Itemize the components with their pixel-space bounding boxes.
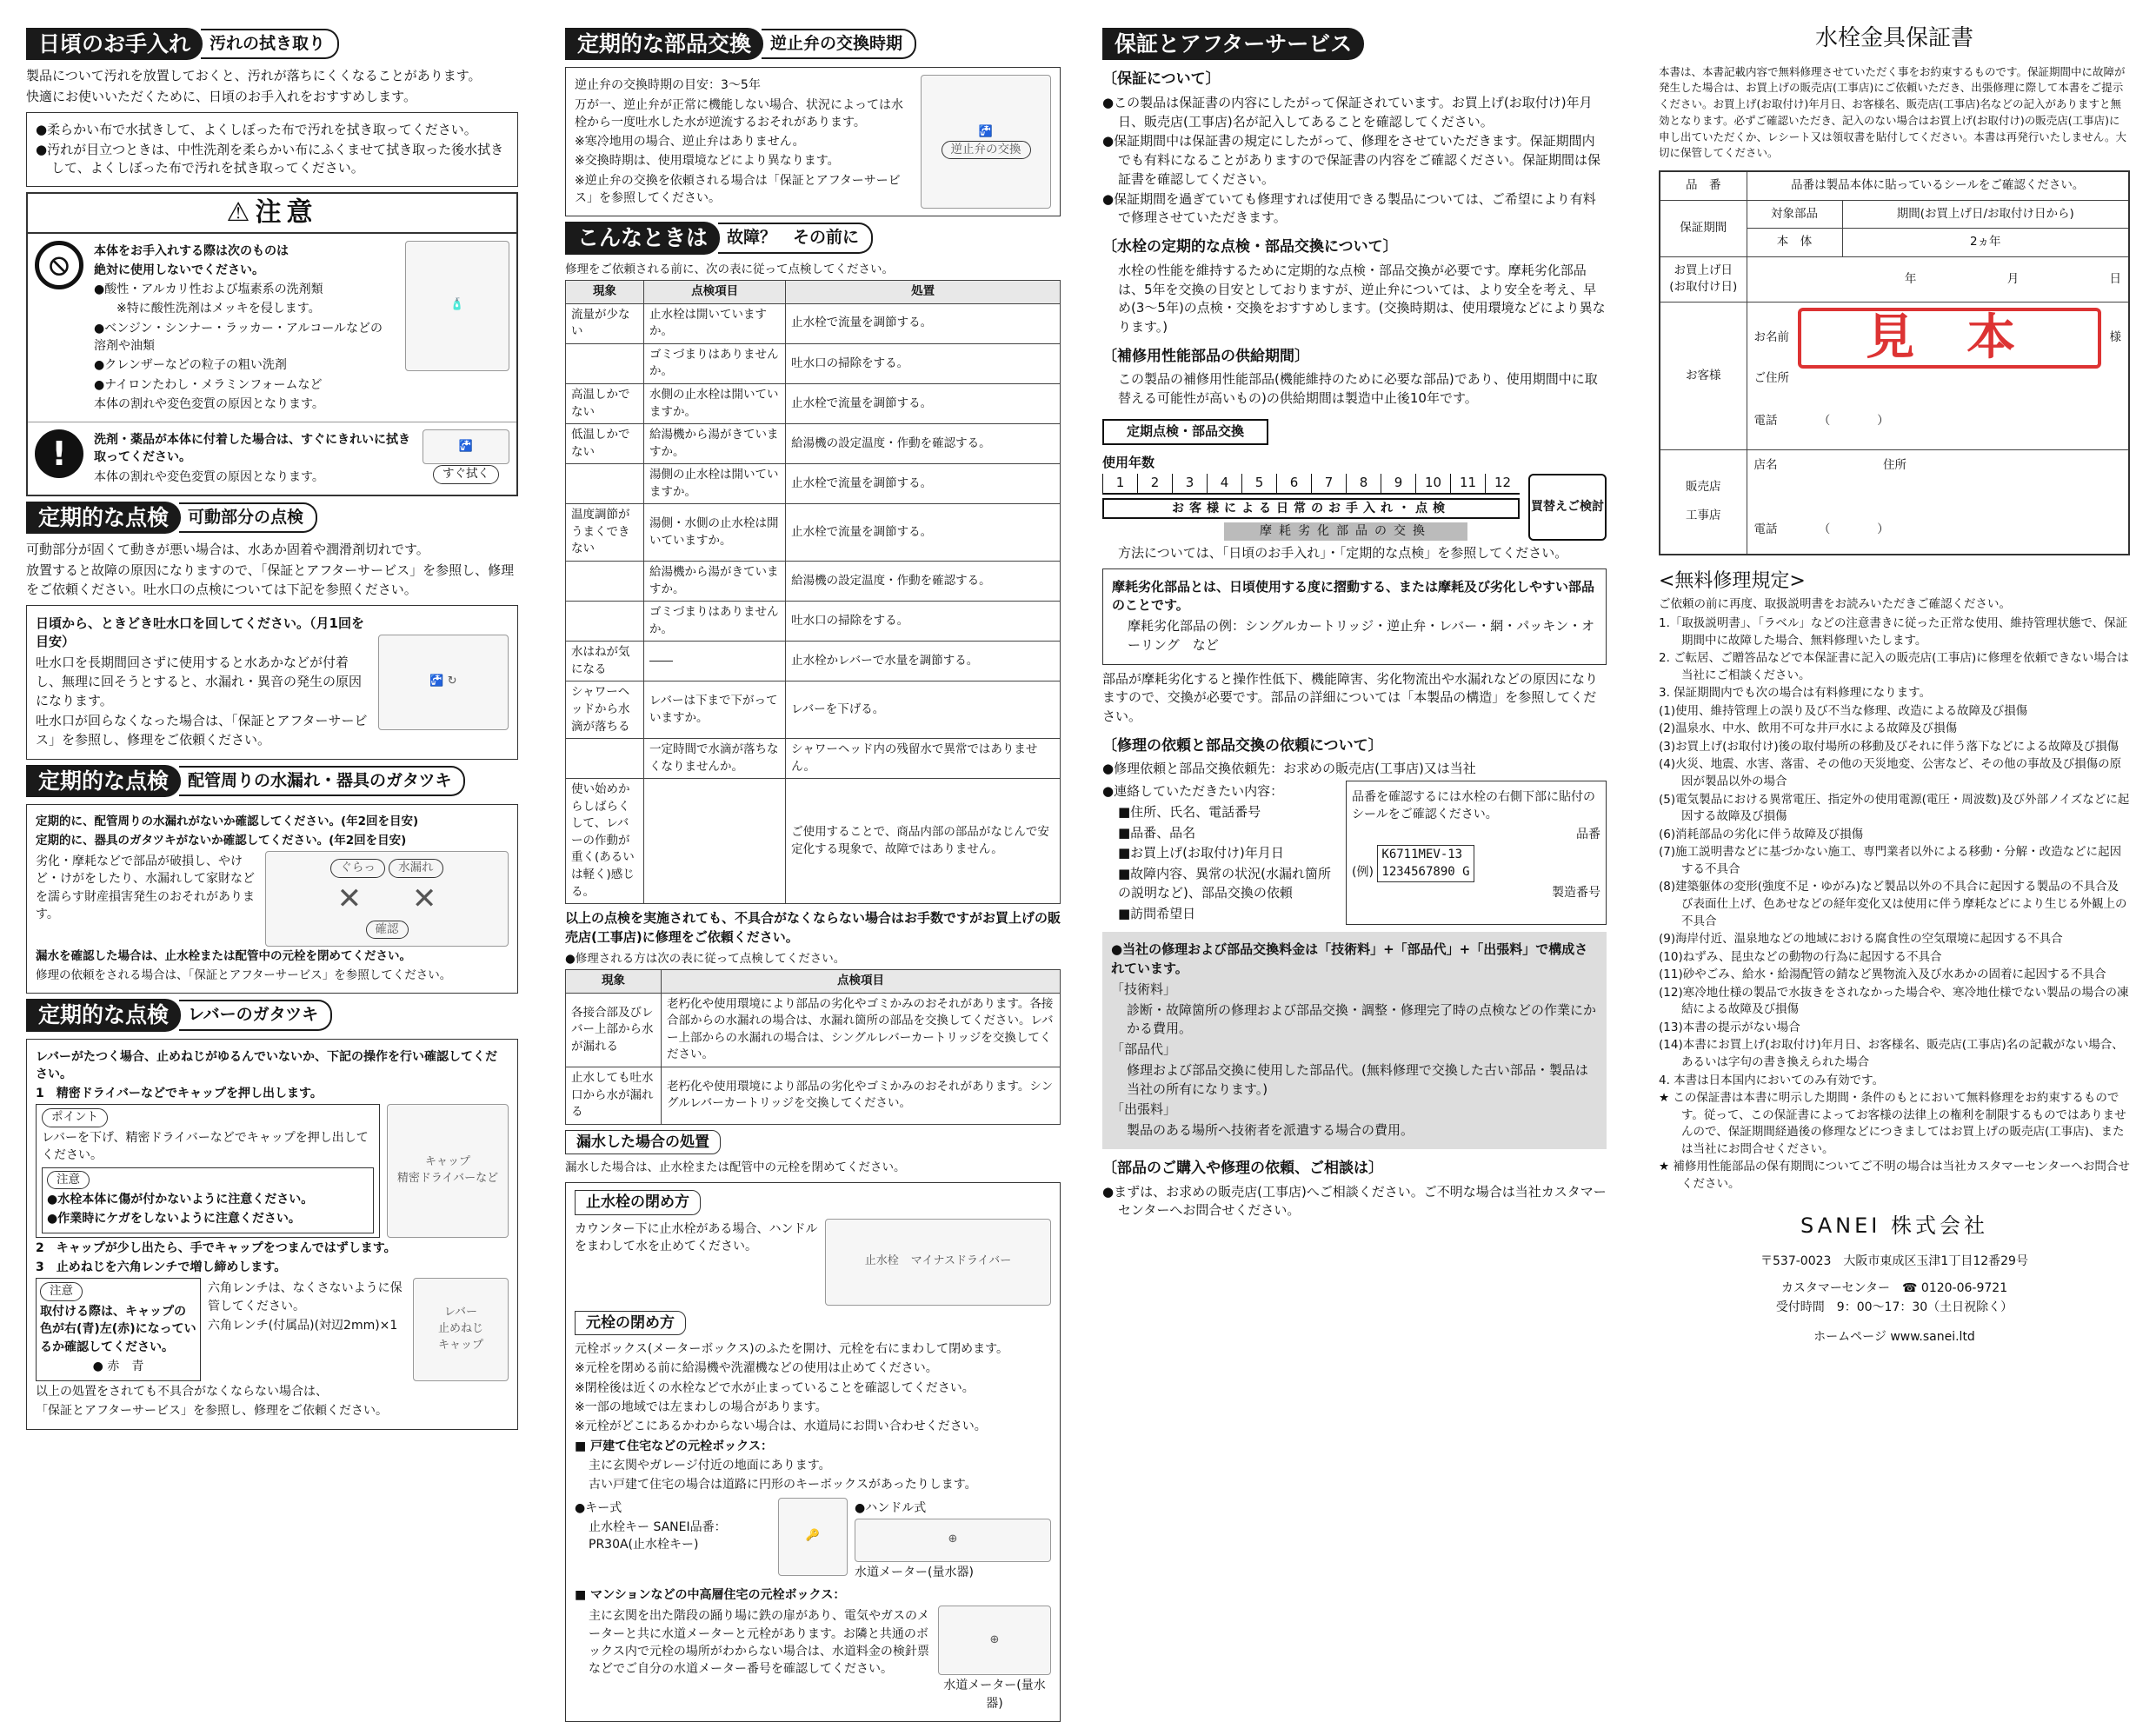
year-tick: 5 (1241, 474, 1276, 493)
check-valve-illustration: 🚰 逆止弁の交換 (921, 75, 1051, 209)
detergent-bottles-illustration: 🧴 (405, 241, 509, 371)
column-warranty-card: 水栓金具保証書 本書は、本書記載内容で無料修理させていただく事をお約束するものです。保証期間中に故障が発生した場合は、お買上げの販売店(工事店)にご依頼いただき、出張修理に際して本書をご提示ください。お買上げ(お取付け)年月日、お客様名、販売店(工事店)名などの記入がありますと無効となります。必ずご確認いただき、記入のない場合はお買上げ(お取付け)の販売店(工事店)に申し出ていただくか、レシート又は領収書を貼付してください。本書は再発行いたしません。大切に保管してください。 品 番 品番は製品本体に貼っているシールをご確認ください。 保証期間 対象部品 期間(お買上げ日/お取付け日から) 本 体 2ヵ年 お買上げ日(お取付け日) 年 月 日 お客様 お名前 見本 様 ご住所 電話 （ ） 販売店 工事店 店名 住所 電話 （ ） <無料修理規定> ご依頼の前に再度、取扱説明書をお読みいただきご確認ください。 1.「取扱説明書」、「ラベル」などの注意書きに従った正常な使用、維持管理状態で、保証期間中に故障した場合、無料修理いたします。 2. ご転居、ご贈答品などで本保証書に記入の販売店(工事店)に修理を依頼できない場合は当社にご相談ください。 3. 保証期間内でも次の場合は有料修理になります。 (1)使用、維持管理上の誤り及び不当な修理、改造による故障及び損傷 (2)温泉水、中水、飲用不可な井戸水による故障及び損傷 (3)お買上げ(お取付け)後の取付場所の移動及びそれに伴う落下などによる故障及び損傷 (4)火災、地震、水害、落雷、その他の天災地変、公害など、その他の事故及び損傷の原因が製品以外の場合 (5)電気製品における異常電圧、指定外の使用電源(電圧・周波数)及び外部ノイズなどに起因する故障及び損傷 (6)消耗部品の劣化に伴う故障及び損傷 (7)施工説明書などに基づかない施工、専門業者以外による移動・分解・改造などに起因する不具合 (8)建築躯体の変形(強度不足・ゆがみ)など製品以外の不具合に起因する製品の不具合及び表面仕上げ、色あせなどの経年変化又は使用に伴う摩耗などにより生じる外観上の不具合 (9)海岸付近、温泉地などの地域における腐食性の空気環境に起因する不具合 (10)ねずみ、昆虫などの動物の行為に起因する不具合 (11)砂やごみ、給水・給湯配管の錆など異物流入及び水あかの固着に起因する不具合 (12)寒冷地仕様の製品で水抜きをされなかった場合や、寒冷地仕様でない製品の場合の凍結による故障及び損傷 (13)本書の提示がない場合 (14)本書にお買上げ(お取付け)年月日、お客様名、販売店(工事店)名の記載がない場合、あるいは字句の書き換えられた場合 4. 本書は日本国内においてのみ有効です。 ★ この保証書は本書に明示した期間・条件のもとにおいて無料修理をお約束するものです。従って、この保証書によってお客様の法律上の権利を制限するものではありませんので、保証期間経過後の修理などにつきましてはお買上げの販売店(工事店)、または当社にお問合せください。 ★ 補修用性能部品の保有期間についてご不明の場合は当社カスタマーセンターへお問合せください。 SANEI 株式会社 〒537-0023 大阪市東成区玉津1丁目12番29号 カスタマーセンター ☎ 0120-06-9721 受付時間 9：00～17：30（土日祝除く） ホームページ www.sanei.ltd (1659, 23, 2130, 1509)
year-tick: 11 (1450, 474, 1485, 493)
faucet-wipe-illustration: 🚰 (423, 429, 509, 464)
list-item: (1)使用、維持管理上の誤り及び不当な修理、改造による故障及び損傷 (1659, 703, 2028, 718)
section-header-check3: 定期的な点検 レバーのガタツキ (26, 999, 518, 1031)
faucet-rotate-illustration: 🚰 ↻ (378, 635, 509, 730)
list-item: (5)電気製品における異常電圧、指定外の使用電源(電圧・周波数)及び外部ノイズなどに起因する故障及び損傷 (1659, 792, 2130, 824)
years-axis (1102, 474, 1520, 495)
exclamation-icon: ! (35, 429, 83, 478)
table-row: 水はねが気になる ―― 止水栓かレバーで水量を調節する。 (566, 642, 1061, 681)
section-header-check1: 定期的な点検 可動部分の点検 (26, 502, 518, 534)
list-item: (7)施工説明書などに基づかない施工、専門業者以外による移動・分解・改造などに起因する不具合 (1659, 845, 2122, 876)
year-tick: 6 (1276, 474, 1311, 493)
spout-check-box: 日頃から、ときどき吐水口を回してください。（月1回を目安） 吐水口を長期間回さずに使用すると水あかなどが付着し、無理に回そうとすると、水漏れ・異音の発生の原因になります。 吐水口が回らなくなった場合は、「保証とアフターサービス」を参照し、修理をご依頼ください。 🚰 ↻ (26, 605, 518, 760)
table-row: 止水しても吐水口から水が漏れる 老朽化や使用環境により部品の劣化やゴミかみのおそれがあります。シングルレバーカートリッジを交換してください。 (566, 1067, 1061, 1125)
trouble-table: 現象 点検項目 処置 流量が少ない 止水栓は開いていますか。 止水栓で流量を調節する。 ゴミづまりはありませんか。 吐水口の掃除をする。 高温しかでない 水側の止水栓は開いていますか。 止水栓で流量を調節する。 低温しかでない 給湯機から湯がきていますか。 給湯機の設定温度・作動を確認する。 湯側の止水栓は開いていますか。 止水栓で流量を調節する。 温度調節がうまくできない 湯側・水側の止水栓は開いていますか。 止水栓で流量を調節する。 給湯機から湯がきていますか。 給湯機の設定温度・作動を確認する。 ゴミづまりはありませんか。 吐水口の掃除をする。 水はねが気になる ―― 止水栓かレバーで水量を調節する。 シャワーヘッドから水滴が落ちる レバーは下まで下がっていますか。 レバーを下げる。 一定時間で水滴が落ちなくなりませんか。 シャワーヘッド内の残留水で異常ではありません。 使い始めからしばらくして、レバーの作動が重く(あるいは軽く)感じる。 ご使用することで、商品内部の部品がなじんで安定化する現象で、故障ではありません。 (565, 280, 1061, 904)
free-repair-heading: <無料修理規定> (1659, 569, 1806, 592)
repair-table: 現象 点検項目 各接合部及びレバー上部から水が漏れる 老朽化や使用環境により部品の劣化やゴミかみのおそれがあります。各接合部からの水漏れの場合は、水漏れ箇所の部品を交換してください。レバー上部からの水漏れの場合は、シングルレバーカートリッジを交換してください。 止水しても吐水口から水が漏れる 老朽化や使用環境により部品の劣化やゴミかみのおそれがあります。シングルレバーカートリッジを交換してください。 (565, 969, 1061, 1125)
section-header-care: 日頃のお手入れ 汚れの拭き取り (26, 28, 518, 60)
leak-box: 止水栓の閉め方 カウンター下に止水栓がある場合、ハンドルをまわして水を止めてください。 止水栓 マイナスドライバー 元栓の閉め方 元栓ボックス(メーターボックス)のふたを開け、元栓を右にまわして閉めます。 ※元栓を閉める前に給湯機や洗濯機などの使用は止めてください。 ※閉栓後は近くの水栓などで水が止まっていることを確認してください。 ※一部の地域では左まわしの場合があります。 ※元栓がどこにあるかわからない場合は、水道局にお問い合わせください。 ■ 戸建て住宅などの元栓ボックス： 主に玄関やガレージ付近の地面にあります。 古い戸建て住宅の場合は道路に円形のキーボックスがあったりします。 ●キー式 止水栓キー SANEI品番：PR30A(止水栓キー) 🔑 ●ハンドル式 ⊕ 水道メーター(量水器) ■ マンションなどの中高層住宅の元栓ボックス： 主に玄関を出た階段の踊り場に鉄の扉があり、電気やガスのメーターと共に水道メーターと元栓があります。お隣と共通のボックス内で元栓の場所がわからない場合は、水道料金の検針票などでご自分の水道メーター番号を確認してください。 ⊕ 水道メーター(量水器) (565, 1182, 1061, 1722)
wipe-label: すぐ拭く (433, 465, 499, 484)
year-tick: 2 (1137, 474, 1172, 493)
list-item: ★ 補修用性能部品の保有期間についてご不明の場合は当社カスタマーセンターへお問合せください。 (1659, 1160, 2130, 1191)
model-number: K6711MEV-13 1234567890 G (1377, 845, 1474, 882)
list-item: (6)消耗部品の劣化に伴う故障及び損傷 (1659, 827, 1864, 841)
year-tick: 3 (1172, 474, 1207, 493)
section-header-leak: 漏水した場合の処置 (565, 1130, 721, 1155)
care-intro: 快適にお使いいただくために、日頃のお手入れをおすすめします。 (26, 89, 416, 104)
warning-triangle-icon: ⚠ (226, 197, 256, 228)
cap-removal-illustration: キャップ 精密ドライバーなど (387, 1104, 509, 1237)
prohibited-icon: ⦸ (35, 241, 83, 289)
table-row: 低温しかでない 給湯機から湯がきていますか。 給湯機の設定温度・作動を確認する。 (566, 424, 1061, 464)
column-warranty-service: 保証とアフターサービス 〔保証について〕 ●この製品は保証書の内容にしたがって保証されています。お買上げ(お取付け)年月日、販売店(工事店)名が記入してあることを確認してください。 ●保証期間中は保証書の規定にしたがって、修理をさせていただきます。保証期間内でも有料になることがありますので保証書の内容をご確認ください。保証期間は保証書を確認してください。 ●保証期間を過ぎていても修理すれば使用できる製品については、ご希望により有料で修理させていただきます。 〔水栓の定期的な点検・部品交換について〕 水栓の性能を維持するために定期的な点検・部品交換が必要です。摩耗劣化部品は、5年を交換の目安としておりますが、逆止弁については、より安全を考え、早め(3～5年)の点検・交換をおすすめします。(交換時期は、使用環境などにより異なります。) 〔補修用性能部品の供給期間〕 この製品の補修用性能部品(機能維持のために必要な部品)であり、使用期間中に取替える可能性が高いもの)の供給期間は製造中止後10年です。 定期点検・部品交換 使用年数 1 2 3 4 5 6 7 8 9 10 11 12 お客様による日常のお手入れ・点検 摩耗劣化部品の交換 買替えご検討 方法については、「日頃のお手入れ」・「定期的な点検」を参照してください。 摩耗劣化部品とは、日頃使用する度に摺動する、または摩耗及び劣化しやすい部品のことです。 摩耗劣化部品の例：シングルカートリッジ・逆止弁・レバー・網・パッキン・オーリング など 部品が摩耗劣化すると操作性低下、機能障害、劣化物流出や水漏れなどの原因になりますので、交換が必要です。部品の詳細については「本製品の構造」を参照してください。 〔修理の依頼と部品交換の依頼について〕 ●修理依頼と部品交換依頼先：お求めの販売店(工事店)又は当社 ●連絡していただきたい内容： ■住所、氏名、電話番号 ■品番、品名 ■お買上げ(お取付け)年月日 ■故障内容、異常の状況(水漏れ箇所の説明など)、部品交換の依頼 ■訪問希望日 品番を確認するには水栓の右側下部に貼付のシールをご確認ください。 品番 (例) K6711MEV-13 1234567890 G 製造番号 ●当社の修理および部品交換料金は「技術料」+「部品代」+「出張料」で構成されています。 「技術料」 診断・故障箇所の修理および部品交換・調整・修理完了時の点検などの作業にかかる費用。 「部品代」 修理および部品交換に使用した部品代。(無料修理で交換した古い部品・製品は当社の所有になります。) 「出張料」 製品のある場所へ技術者を派遣する場合の費用。 〔部品のご購入や修理の依頼、ご相談は〕 ●まずは、お求めの販売店(工事店)へご相談ください。ご不明な場合は当社カスタマーセンターへお問合せください。 (1102, 23, 1607, 1509)
list-item: ★ この保証書は本書に明示した期間・条件のもとにおいて無料修理をお約束するものです。従って、この保証書によってお客様の法律上の権利を制限するものではありませんので、保証期間経過後の修理などにつきましてはお買上げの販売店(工事店)、または当社にお問合せください。 (1659, 1091, 2126, 1156)
year-tick: 10 (1415, 474, 1450, 493)
table-row: ゴミづまりはありませんか。 吐水口の掃除をする。 (566, 602, 1061, 642)
list-item: 2. ご転居、ご贈答品などで本保証書に記入の販売店(工事店)に修理を依頼できない場合は当社にご相談ください。 (1659, 651, 2129, 682)
section-header-check2: 定期的な点検 配管周りの水漏れ・器具のガタツキ (26, 765, 518, 797)
care-box: ●柔らかい布で水拭きして、よくしぼった布で汚れを拭き取ってください。 ●汚れが目立つときは、中性洗剤を柔らかい布にふくませて拭き取った後水拭きして、よくしぼった布で汚れを拭き取ってください。 (26, 112, 518, 187)
wear-parts-box: 摩耗劣化部品とは、日頃使用する度に摺動する、または摩耗及び劣化しやすい部品のことです。 摩耗劣化部品の例：シングルカートリッジ・逆止弁・レバー・網・パッキン・オーリング など (1102, 568, 1607, 665)
list-item: (8)建築躯体の変形(強度不足・ゆがみ)など製品以外の不具合に起因する製品の不具合及び表面仕上げ、色あせなどの経年変化又は使用に伴う摩耗などにより生じる外観上の不具合 (1659, 880, 2127, 928)
company-name: SANEI 株式会社 (1800, 1213, 1988, 1238)
table-row: 温度調節がうまくできない 湯側・水側の止水栓は開いていますか。 止水栓で流量を調節する。 (566, 504, 1061, 562)
list-item: (3)お買上げ(お取付け)後の取付場所の移動及びそれに伴う落下などによる故障及び損傷 (1659, 739, 2119, 754)
pipe-check-box: 定期的に、配管周りの水漏れがないか確認してください。(年2回を目安) 定期的に、器具のガタツキがないか確認してください。(年2回を目安) 劣化・摩耗などで部品が破損し、やけど・けがをしたり、水漏れして家財などを濡らす財産損害発生のおそれがあります。 ぐらっ 水漏れ ✕ ✕ 確認 漏水を確認した場合は、止水栓または配管中の元栓を閉めてください。 修理の依頼をされる場合は、「保証とアフターサービス」を参照してください。 (26, 804, 518, 994)
list-item: 3. 保証期間内でも次の場合は有料修理になります。 (1659, 686, 1932, 701)
table-row: 流量が少ない 止水栓は開いていますか。 止水栓で流量を調節する。 (566, 303, 1061, 343)
table-row: シャワーヘッドから水滴が落ちる レバーは下まで下がっていますか。 レバーを下げる。 (566, 681, 1061, 739)
list-item: (13)本書の提示がない場合 (1659, 1020, 1800, 1034)
table-row: ゴミづまりはありませんか。 吐水口の掃除をする。 (566, 343, 1061, 383)
list-item: (4)火災、地震、水害、落雷、その他の天災地変、公害など、その他の事故及び損傷の原因が製品以外の場合 (1659, 757, 2122, 789)
table-row: 各接合部及びレバー上部から水が漏れる 老朽化や使用環境により部品の劣化やゴミかみのおそれがあります。各接合部からの水漏れの場合は、水漏れ箇所の部品を交換してください。レバー上部からの水漏れの場合は、シングルレバーカートリッジを交換してください。 (566, 993, 1061, 1067)
list-item: 4. 本書は日本国内においてのみ有効です。 (1659, 1073, 1885, 1087)
section-header-parts: 定期的な部品交換 逆止弁の交換時期 (565, 28, 1061, 60)
lever-check-box: レバーがたつく場合、止めねじがゆるんでいないか、下記の操作を行い確認してください。 1 精密ドライバーなどでキャップを押し出します。 ポイント レバーを下げ、精密ドライバーなどでキャップを押し出してください。 注意 ●水栓本体に傷が付かないように注意ください。 ●作業時にケガをしないように注意ください。 キャップ 精密ドライバーなど 2 キャップが少し出たら、手でキャップをつまんではずします。 3 止めねじを六角レンチで増し締めします。 注意 取付ける際は、キャップの色が右(青)左(赤)になっているか確認してください。 ● 赤 青 六角レンチは、なくさないように保管してください。 六角レンチ(付属品)(対辺2mm)×1 レバー 止めねじ キャップ 以上の処置をされても不具合がなくならない場合は、 「保証とアフターサービス」を参照し、修理をご依頼ください。 (26, 1039, 518, 1430)
table-row: 高温しかでない 水側の止水栓は開いていますか。 止水栓で流量を調節する。 (566, 383, 1061, 423)
pipe-leak-illustration: ぐらっ 水漏れ ✕ ✕ 確認 (265, 851, 509, 947)
column-care: 日頃のお手入れ 汚れの拭き取り 製品について汚れを放置しておくと、汚れが落ちにくくなることがあります。 快適にお使いいただくために、日頃のお手入れをおすすめします。 ●柔らかい布で水拭きして、よくしぼった布で汚れを拭き取ってください。 ●汚れが目立つときは、中性洗剤を柔らかい布にふくませて拭き取った後水拭きして、よくしぼった布で汚れを拭き取ってください。 ⚠注意 ⦸ 本体をお手入れする際は次のものは 絶対に使用しないでください。 ●酸性・アルカリ性および塩素系の洗剤類 ※特に酸性洗剤はメッキを侵します。 ●ベンジン・シンナー・ラッカー・アルコールなどの溶剤や油類 ●クレンザーなどの粒子の粗い洗剤 ●ナイロンたわし・メラミンフォームなど 本体の割れや変色変質の原因となります。 🧴 ! 洗剤・薬品が本体に付着した場合は、すぐにきれいに拭き取ってください。 本体の割れや変色変質の原因となります。 🚰 すぐ拭く 定期的な点検 可動部分の点検 可動部分が固くて動きが悪い場合は、水あか固着や潤滑剤切れです。 放置すると故障の原因になりますので、「保証とアフターサービス」を参照し、修理をご依頼ください。吐水口の点検については下記を参照ください。 日頃から、ときどき吐水口を回してください。（月1回を目安） 吐水口を長期間回さずに使用すると水あかなどが付着し、無理に回そうとすると、水漏れ・異音の発生の原因になります。 吐水口が回らなくなった場合は、「保証とアフターサービス」を参照し、修理をご依頼ください。 🚰 ↻ 定期的な点検 配管周りの水漏れ・器具のガタツキ 定期的に、配管周りの水漏れがないか確認してください。(年2回を目安) 定期的に、器具のガタツキがないか確認してください。(年2回を目安) 劣化・摩耗などで部品が破損し、やけど・けがをしたり、水漏れして家財などを濡らす財産損害発生のおそれがあります。 ぐらっ 水漏れ ✕ ✕ 確認 漏水を確認した場合は、止水栓または配管中の元栓を閉めてください。 修理の依頼をされる場合は、「保証とアフターサービス」を参照してください。 定期的な点検 レバーのガタツキ レバーがたつく場合、止めねじがゆるんでいないか、下記の操作を行い確認してください。 1 精密ドライバーなどでキャップを押し出します。 ポイント レバーを下げ、精密ドライバーなどでキャップを押し出してください。 注意 ●水栓本体に傷が付かないように注意ください。 ●作業時にケガをしないように注意ください。 キャップ 精密ドライバーなど 2 キャップが少し出たら、手でキャップをつまんではずします。 3 止めねじを六角レンチで増し締めします。 注意 取付ける際は、キャップの色が右(青)左(赤)になっているか確認してください。 ● 赤 青 六角レンチは、なくさないように保管してください。 六角レンチ(付属品)(対辺2mm)×1 レバー 止めねじ キャップ 以上の処置をされても不具合がなくならない場合は、 「保証とアフターサービス」を参照し、修理をご依頼ください。 (26, 23, 518, 1509)
hex-wrench-illustration: レバー 止めねじ キャップ (413, 1278, 509, 1381)
list-item: (14)本書にお買上げ(お取付け)年月日、お客様名、販売店(工事店)名の記載がない場合、あるいは字句の書き換えられた場合 (1659, 1038, 2124, 1070)
list-item: (2)温泉水、中水、飲用不可な井戸水による故障及び損傷 (1659, 721, 1958, 736)
list-item: (10)ねずみ、昆虫などの動物の行為に起因する不具合 (1659, 949, 1942, 964)
year-tick: 4 (1207, 474, 1241, 493)
schedule-label: 定期点検・部品交換 (1102, 419, 1268, 445)
list-item: (12)寒冷地仕様の製品で水抜きをされなかった場合や、寒冷地仕様でない製品の場合の凍結による故障及び損傷 (1659, 985, 2129, 1017)
warranty-title: 水栓金具保証書 (1814, 25, 1973, 51)
model-number-example: 品番を確認するには水栓の右側下部に貼付のシールをご確認ください。 品番 (例) K6711MEV-13 1234567890 G 製造番号 (1346, 781, 1607, 925)
list-item: (11)砂やごみ、給水・給湯配管の錆など異物流入及び水あかの固着に起因する不具合 (1659, 967, 2106, 982)
section-header-trouble: こんなときは 故障？ その前に (565, 222, 1061, 254)
year-tick: 8 (1346, 474, 1381, 493)
check-valve-box: 逆止弁の交換時期の目安：3～5年 万が一、逆止弁が正常に機能しない場合、状況によっては水栓から一度吐水した水が逆流するおそれがあります。 ※寒冷地用の場合、逆止弁はありません。 ※交換時期は、使用環境などにより異なります。 ※逆止弁の交換を依頼される場合は「保証とアフターサービス」を参照してください。 🚰 逆止弁の交換 (565, 67, 1061, 216)
sample-stamp: 見本 (1798, 308, 2101, 369)
year-tick: 12 (1485, 474, 1520, 493)
key-illustration: 🔑 (778, 1498, 848, 1576)
care-intro: 製品について汚れを放置しておくと、汚れが落ちにくくなることがあります。 (26, 68, 482, 84)
water-meter-illustration: ⊕ (938, 1606, 1051, 1675)
table-row: 一定時間で水滴が落ちなくなりませんか。 シャワーヘッド内の残留水で異常ではありません。 (566, 739, 1061, 779)
caution-heading: ⚠注意 (28, 194, 516, 234)
meter-box-illustration: ⊕ (855, 1519, 1051, 1562)
list-item: (9)海岸付近、温泉地などの地域における腐食性の空気環境に起因する不具合 (1659, 932, 2063, 947)
caution-box: ⚠注意 ⦸ 本体をお手入れする際は次のものは 絶対に使用しないでください。 ●酸性・アルカリ性および塩素系の洗剤類 ※特に酸性洗剤はメッキを侵します。 ●ベンジン・シンナー・ラッカー・アルコールなどの溶剤や油類 ●クレンザーなどの粒子の粗い洗剤 ●ナイロンたわし・メラミンフォームなど 本体の割れや変色変質の原因となります。 🧴 ! 洗剤・薬品が本体に付着した場合は、すぐにきれいに拭き取ってください。 本体の割れや変色変質の原因となります。 🚰 すぐ拭く (26, 192, 518, 496)
table-row: 給湯機から湯がきていますか。 給湯機の設定温度・作動を確認する。 (566, 562, 1061, 602)
year-tick: 9 (1381, 474, 1415, 493)
section-header-service: 保証とアフターサービス (1102, 28, 1607, 60)
year-tick: 7 (1311, 474, 1346, 493)
stop-valve-illustration: 止水栓 マイナスドライバー (825, 1219, 1051, 1306)
table-row: 使い始めからしばらくして、レバーの作動が重く(あるいは軽く)感じる。 ご使用することで、商品内部の部品がなじんで安定化する現象で、故障ではありません。 (566, 779, 1061, 904)
warranty-table: 品 番 品番は製品本体に貼っているシールをご確認ください。 保証期間 対象部品 期間(お買上げ日/お取付け日から) 本 体 2ヵ年 お買上げ日(お取付け日) 年 月 日 お客様 お名前 見本 様 ご住所 電話 （ ） 販売店 工事店 店名 住所 電話 （ ） (1659, 170, 2130, 555)
column-parts: 定期的な部品交換 逆止弁の交換時期 逆止弁の交換時期の目安：3～5年 万が一、逆止弁が正常に機能しない場合、状況によっては水栓から一度吐水した水が逆流するおそれがあります。 ※寒冷地用の場合、逆止弁はありません。 ※交換時期は、使用環境などにより異なります。 ※逆止弁の交換を依頼される場合は「保証とアフターサービス」を参照してください。 🚰 逆止弁の交換 こんなときは 故障？ その前に 修理をご依頼される前に、次の表に従って点検してください。 現象 点検項目 処置 流量が少ない 止水栓は開いていますか。 止水栓で流量を調節する。 ゴミづまりはありませんか。 吐水口の掃除をする。 高温しかでない 水側の止水栓は開いていますか。 止水栓で流量を調節する。 低温しかでない 給湯機から湯がきていますか。 給湯機の設定温度・作動を確認する。 湯側の止水栓は開いていますか。 止水栓で流量を調節する。 温度調節がうまくできない 湯側・水側の止水栓は開いていますか。 止水栓で流量を調節する。 給湯機から湯がきていますか。 給湯機の設定温度・作動を確認する。 ゴミづまりはありませんか。 吐水口の掃除をする。 水はねが気になる ―― 止水栓かレバーで水量を調節する。 シャワーヘッドから水滴が落ちる レバーは下まで下がっていますか。 レバーを下げる。 一定時間で水滴が落ちなくなりませんか。 シャワーヘッド内の残留水で異常ではありません。 使い始めからしばらくして、レバーの作動が重く(あるいは軽く)感じる。 ご使用することで、商品内部の部品がなじんで安定化する現象で、故障ではありません。 以上の点検を実施されても、不具合がなくならない場合はお手数ですがお買上げの販売店(工事店)に修理をご依頼ください。 ●修理される方は次の表に従って点検してください。 現象 点検項目 各接合部及びレバー上部から水が漏れる 老朽化や使用環境により部品の劣化やゴミかみのおそれがあります。各接合部からの水漏れの場合は、水漏れ箇所の部品を交換してください。レバー上部からの水漏れの場合は、シングルレバーカートリッジを交換してください。 止水しても吐水口から水が漏れる 老朽化や使用環境により部品の劣化やゴミかみのおそれがあります。シングルレバーカートリッジを交換してください。 漏水した場合の処置 漏水した場合は、止水栓または配管中の元栓を閉めてください。 止水栓の閉め方 カウンター下に止水栓がある場合、ハンドルをまわして水を止めてください。 止水栓 マイナスドライバー 元栓の閉め方 元栓ボックス(メーターボックス)のふたを開け、元栓を右にまわして閉めます。 ※元栓を閉める前に給湯機や洗濯機などの使用は止めてください。 ※閉栓後は近くの水栓などで水が止まっていることを確認してください。 ※一部の地域では左まわしの場合があります。 ※元栓がどこにあるかわからない場合は、水道局にお問い合わせください。 ■ 戸建て住宅などの元栓ボックス： 主に玄関やガレージ付近の地面にあります。 古い戸建て住宅の場合は道路に円形のキーボックスがあったりします。 ●キー式 止水栓キー SANEI品番：PR30A(止水栓キー) 🔑 ●ハンドル式 ⊕ 水道メーター(量水器) ■ マンションなどの中高層住宅の元栓ボックス： 主に玄関を出た階段の踊り場に鉄の扉があり、電気やガスのメーターと共に水道メーターと元栓があります。お隣と共通のボックス内で元栓の場所がわからない場合は、水道料金の検針票などでご自分の水道メーター番号を確認してください。 ⊕ 水道メーター(量水器) (565, 23, 1061, 1509)
schedule-chart: 1 2 3 4 5 6 7 8 9 10 11 12 お客様による日常のお手入れ・点検 摩耗劣化部品の交換 買替えご検討 (1102, 474, 1607, 540)
free-repair-list (1659, 615, 2130, 1193)
year-tick: 1 (1102, 474, 1137, 493)
fee-box: ●当社の修理および部品交換料金は「技術料」+「部品代」+「出張料」で構成されています。 「技術料」 診断・故障箇所の修理および部品交換・調整・修理完了時の点検などの作業にかかる費用。 「部品代」 修理および部品交換に使用した部品代。(無料修理で交換した古い部品・製品は当社の所有になります。) 「出張料」 製品のある場所へ技術者を派遣する場合の費用。 (1102, 932, 1607, 1149)
list-item: 1.「取扱説明書」、「ラベル」などの注意書きに従った正常な使用、維持管理状態で、保証期間中に故障した場合、無料修理いたします。 (1659, 615, 2128, 648)
table-row: 湯側の止水栓は開いていますか。 止水栓で流量を調節する。 (566, 464, 1061, 504)
